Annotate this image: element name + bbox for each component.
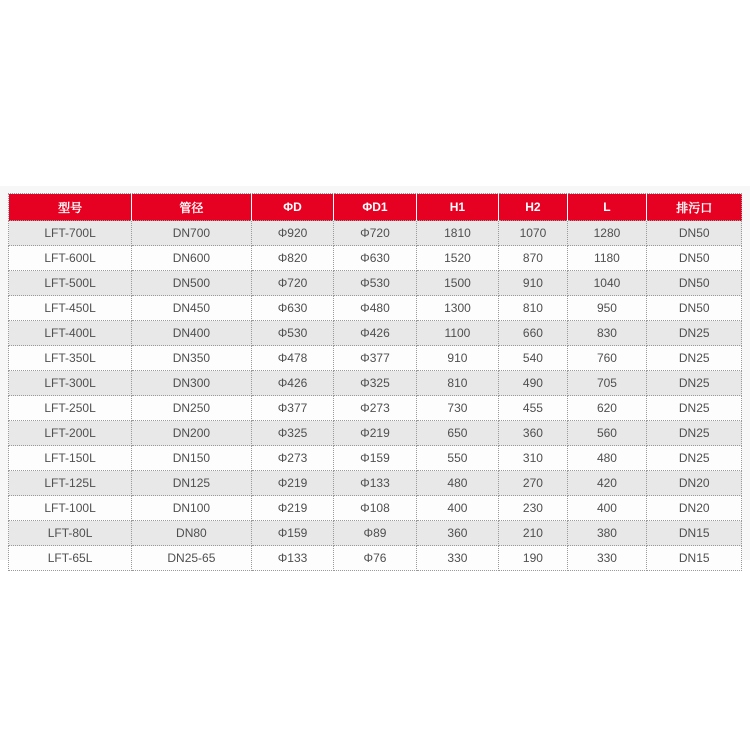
cell-l: 480 (567, 446, 647, 471)
cell-l: 380 (567, 521, 647, 546)
table-row-lft-125l (9, 471, 742, 496)
cell-model: LFT-80L (9, 521, 132, 546)
cell-pipe-diameter: DN700 (132, 221, 251, 246)
cell-model: LFT-250L (9, 396, 132, 421)
table-row-lft-700l (9, 221, 742, 246)
column-header-phi-d: ΦD (251, 194, 334, 221)
cell-h1: 1300 (416, 296, 499, 321)
column-header-drain-port: 排污口 (647, 194, 742, 221)
cell-pipe-diameter: DN125 (132, 471, 251, 496)
cell-h1: 550 (416, 446, 499, 471)
column-header-l: L (567, 194, 647, 221)
cell-h1: 1520 (416, 246, 499, 271)
cell-h2: 230 (499, 496, 567, 521)
table-row-lft-250l (9, 396, 742, 421)
cell-h1: 810 (416, 371, 499, 396)
header-row (9, 194, 742, 221)
cell-phi-d1: Φ530 (334, 271, 416, 296)
cell-h2: 910 (499, 271, 567, 296)
cell-phi-d1: Φ273 (334, 396, 416, 421)
cell-drain-port: DN25 (647, 371, 742, 396)
cell-pipe-diameter: DN300 (132, 371, 251, 396)
column-header-phi-d1: ΦD1 (334, 194, 416, 221)
cell-drain-port: DN25 (647, 321, 742, 346)
cell-phi-d1: Φ720 (334, 221, 416, 246)
cell-phi-d1: Φ159 (334, 446, 416, 471)
cell-h2: 210 (499, 521, 567, 546)
cell-h2: 490 (499, 371, 567, 396)
cell-phi-d1: Φ89 (334, 521, 416, 546)
cell-h2: 810 (499, 296, 567, 321)
cell-drain-port: DN50 (647, 271, 742, 296)
cell-phi-d: Φ478 (251, 346, 334, 371)
cell-h2: 870 (499, 246, 567, 271)
cell-l: 420 (567, 471, 647, 496)
cell-model: LFT-450L (9, 296, 132, 321)
cell-h1: 330 (416, 546, 499, 571)
cell-l: 620 (567, 396, 647, 421)
cell-l: 830 (567, 321, 647, 346)
column-header-h1: H1 (416, 194, 499, 221)
cell-phi-d1: Φ219 (334, 421, 416, 446)
cell-h2: 360 (499, 421, 567, 446)
cell-drain-port: DN50 (647, 296, 742, 321)
cell-pipe-diameter: DN25-65 (132, 546, 251, 571)
cell-drain-port: DN50 (647, 246, 742, 271)
cell-l: 950 (567, 296, 647, 321)
cell-phi-d: Φ530 (251, 321, 334, 346)
table-row-lft-450l (9, 296, 742, 321)
cell-drain-port: DN15 (647, 546, 742, 571)
cell-pipe-diameter: DN500 (132, 271, 251, 296)
cell-l: 1280 (567, 221, 647, 246)
cell-h2: 270 (499, 471, 567, 496)
cell-phi-d: Φ720 (251, 271, 334, 296)
cell-l: 400 (567, 496, 647, 521)
cell-h1: 400 (416, 496, 499, 521)
cell-l: 705 (567, 371, 647, 396)
cell-phi-d: Φ219 (251, 496, 334, 521)
cell-model: LFT-100L (9, 496, 132, 521)
column-header-h2: H2 (499, 194, 567, 221)
cell-phi-d1: Φ108 (334, 496, 416, 521)
cell-phi-d: Φ219 (251, 471, 334, 496)
cell-drain-port: DN25 (647, 346, 742, 371)
cell-model: LFT-350L (9, 346, 132, 371)
cell-drain-port: DN25 (647, 396, 742, 421)
cell-h1: 360 (416, 521, 499, 546)
cell-h2: 455 (499, 396, 567, 421)
cell-h2: 540 (499, 346, 567, 371)
cell-pipe-diameter: DN450 (132, 296, 251, 321)
cell-h1: 1100 (416, 321, 499, 346)
table-row-lft-80l (9, 521, 742, 546)
cell-phi-d1: Φ480 (334, 296, 416, 321)
cell-pipe-diameter: DN350 (132, 346, 251, 371)
cell-phi-d1: Φ325 (334, 371, 416, 396)
table-row-lft-500l (9, 271, 742, 296)
column-header-model: 型号 (9, 194, 132, 221)
table-row-lft-300l (9, 371, 742, 396)
cell-pipe-diameter: DN400 (132, 321, 251, 346)
cell-h2: 190 (499, 546, 567, 571)
table-row-lft-200l (9, 421, 742, 446)
table-row-lft-65l (9, 546, 742, 571)
cell-model: LFT-700L (9, 221, 132, 246)
cell-phi-d: Φ377 (251, 396, 334, 421)
cell-l: 330 (567, 546, 647, 571)
cell-phi-d1: Φ426 (334, 321, 416, 346)
cell-h2: 1070 (499, 221, 567, 246)
cell-h1: 480 (416, 471, 499, 496)
cell-pipe-diameter: DN250 (132, 396, 251, 421)
cell-model: LFT-400L (9, 321, 132, 346)
cell-phi-d: Φ273 (251, 446, 334, 471)
cell-h1: 1500 (416, 271, 499, 296)
cell-drain-port: DN15 (647, 521, 742, 546)
cell-phi-d1: Φ377 (334, 346, 416, 371)
cell-phi-d: Φ820 (251, 246, 334, 271)
cell-phi-d1: Φ133 (334, 471, 416, 496)
cell-model: LFT-125L (9, 471, 132, 496)
cell-drain-port: DN25 (647, 446, 742, 471)
cell-l: 1180 (567, 246, 647, 271)
cell-model: LFT-65L (9, 546, 132, 571)
cell-drain-port: DN20 (647, 496, 742, 521)
cell-l: 760 (567, 346, 647, 371)
cell-phi-d: Φ133 (251, 546, 334, 571)
cell-drain-port: DN20 (647, 471, 742, 496)
cell-h2: 660 (499, 321, 567, 346)
table-row-lft-350l (9, 346, 742, 371)
cell-model: LFT-600L (9, 246, 132, 271)
column-header-pipe-diameter: 管径 (132, 194, 251, 221)
table-row-lft-400l (9, 321, 742, 346)
cell-l: 560 (567, 421, 647, 446)
cell-phi-d1: Φ630 (334, 246, 416, 271)
table-row-lft-150l (9, 446, 742, 471)
cell-phi-d: Φ159 (251, 521, 334, 546)
cell-model: LFT-300L (9, 371, 132, 396)
cell-phi-d: Φ426 (251, 371, 334, 396)
cell-pipe-diameter: DN80 (132, 521, 251, 546)
cell-pipe-diameter: DN150 (132, 446, 251, 471)
product-spec-table (8, 193, 742, 571)
cell-phi-d: Φ920 (251, 221, 334, 246)
cell-h1: 1810 (416, 221, 499, 246)
cell-model: LFT-150L (9, 446, 132, 471)
cell-phi-d: Φ630 (251, 296, 334, 321)
table-row-lft-100l (9, 496, 742, 521)
cell-h1: 910 (416, 346, 499, 371)
cell-h1: 650 (416, 421, 499, 446)
cell-h1: 730 (416, 396, 499, 421)
cell-phi-d: Φ325 (251, 421, 334, 446)
spec-table-header (9, 194, 742, 221)
cell-drain-port: DN25 (647, 421, 742, 446)
cell-pipe-diameter: DN200 (132, 421, 251, 446)
cell-h2: 310 (499, 446, 567, 471)
table-row-lft-600l (9, 246, 742, 271)
cell-model: LFT-200L (9, 421, 132, 446)
cell-l: 1040 (567, 271, 647, 296)
cell-model: LFT-500L (9, 271, 132, 296)
spec-table-body (9, 221, 742, 571)
cell-pipe-diameter: DN100 (132, 496, 251, 521)
cell-drain-port: DN50 (647, 221, 742, 246)
cell-phi-d1: Φ76 (334, 546, 416, 571)
cell-pipe-diameter: DN600 (132, 246, 251, 271)
